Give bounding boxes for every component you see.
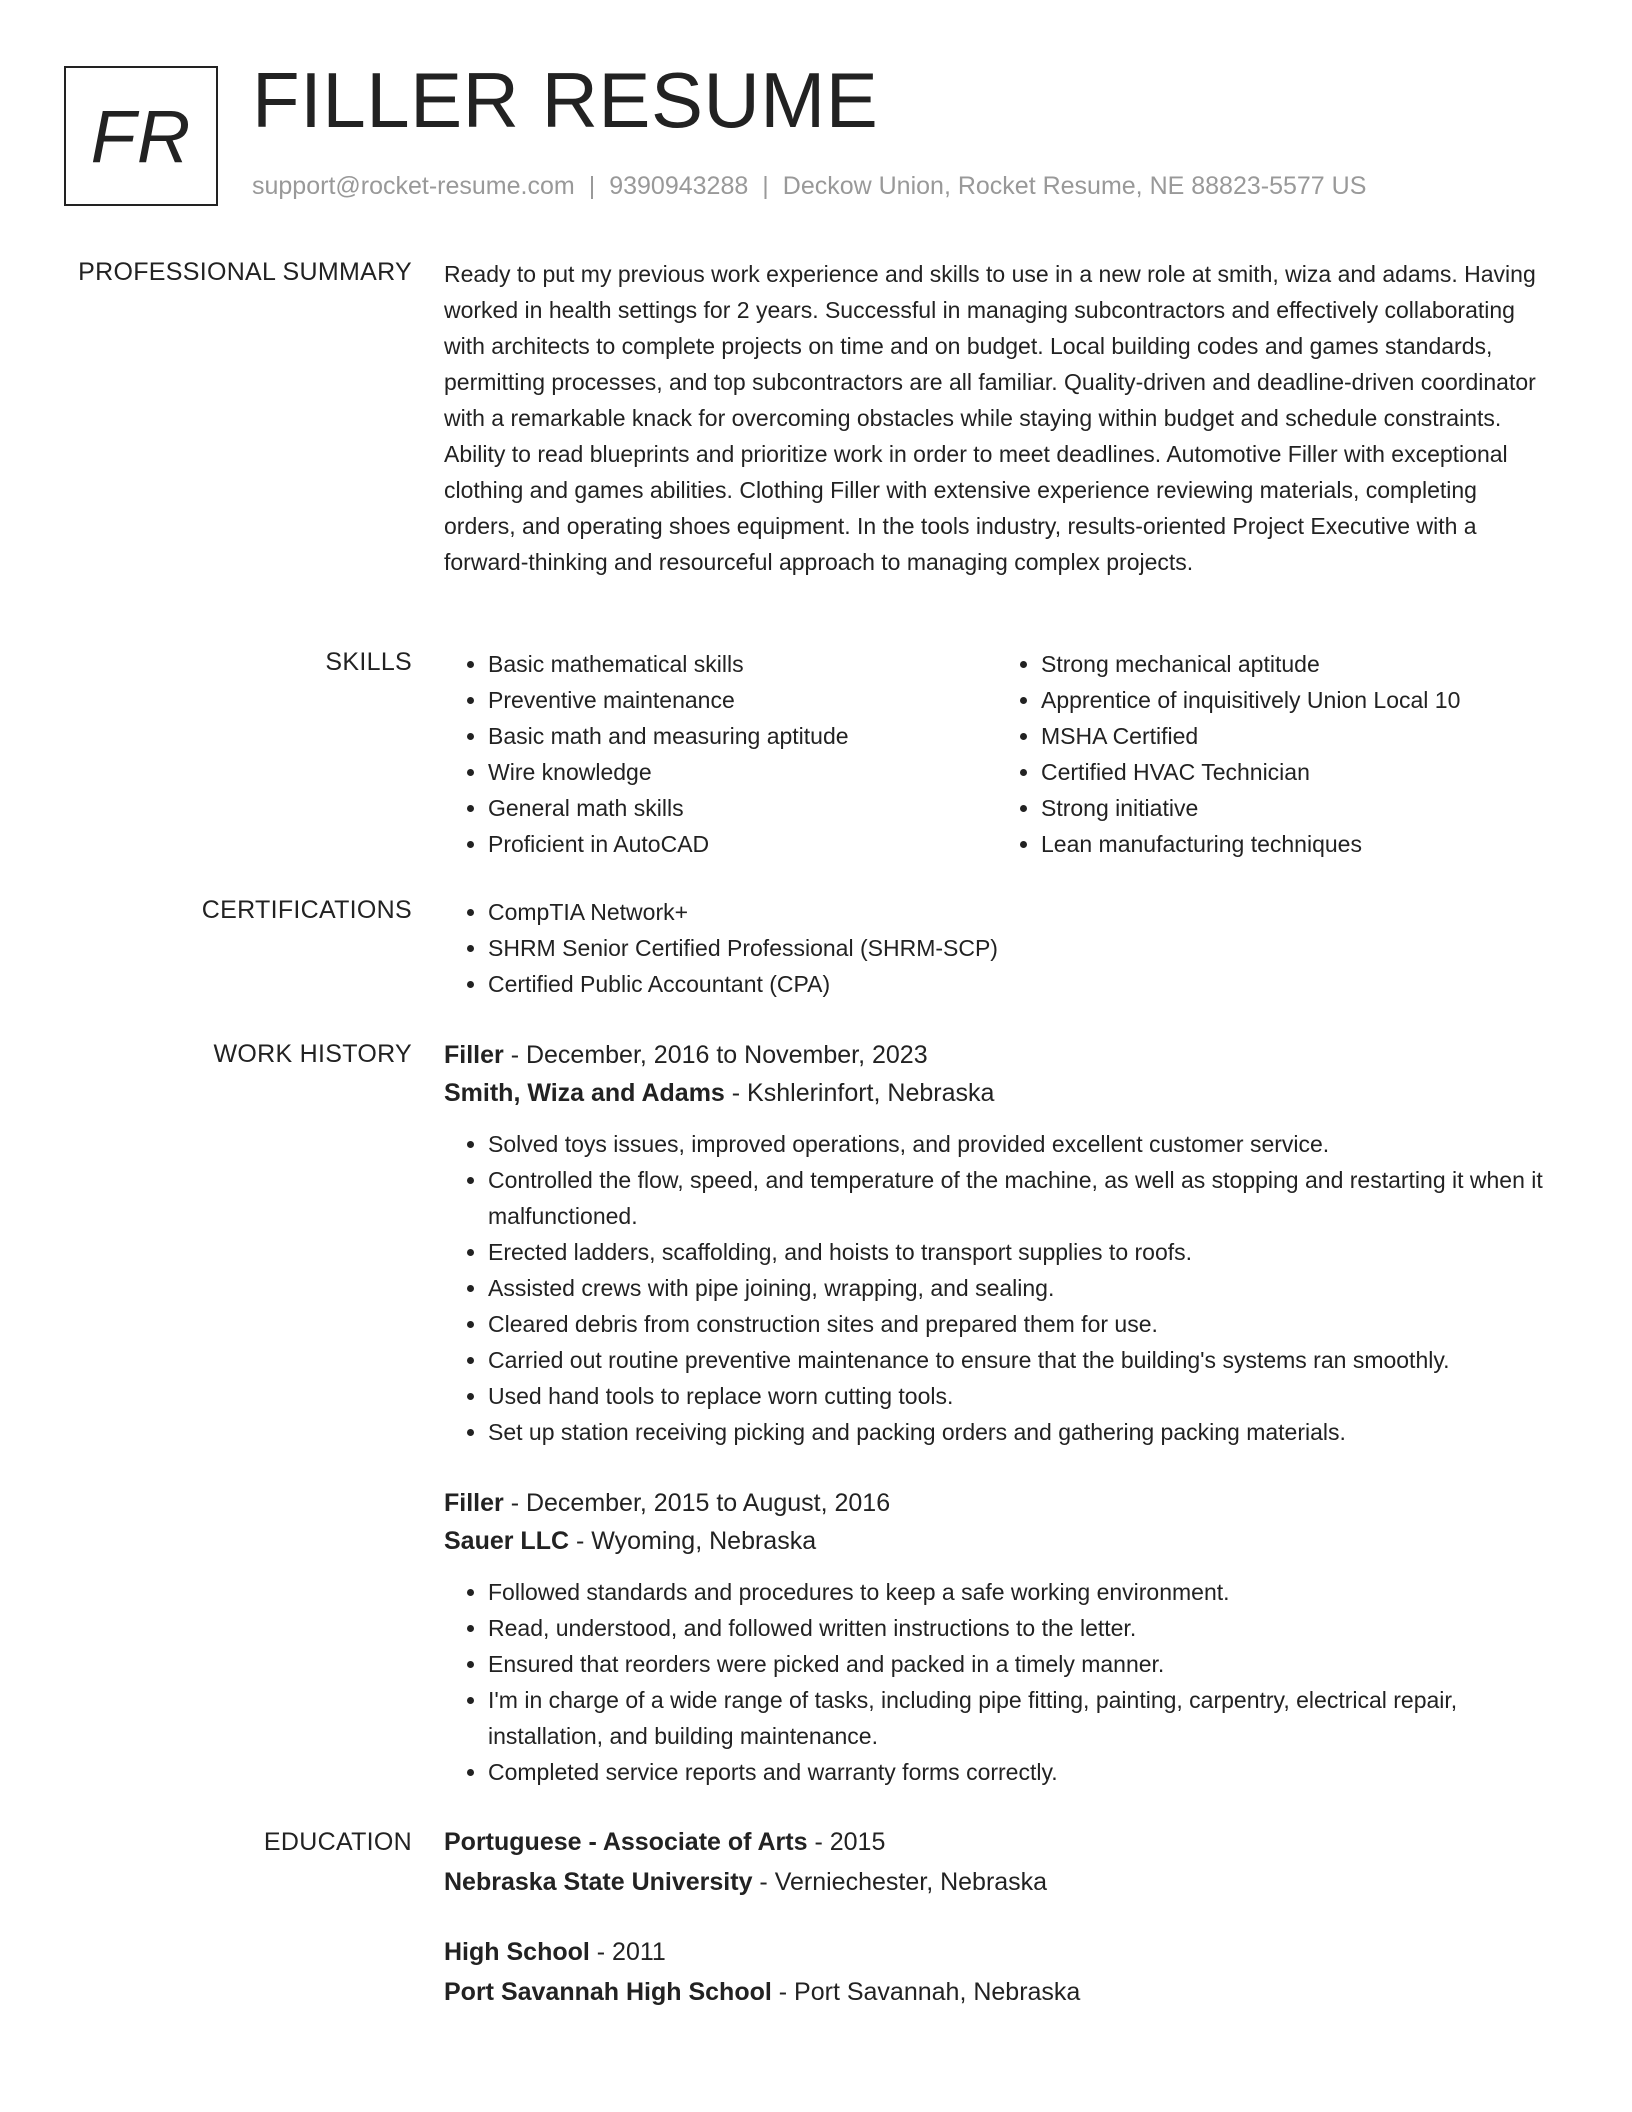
- skill-item: • Strong initiative: [1041, 790, 1550, 826]
- job-bullet: • Ensured that reorders were picked and packed in a timely manner.: [488, 1646, 1550, 1682]
- skills-heading: SKILLS: [325, 648, 412, 676]
- skill-item: • Preventive maintenance: [488, 682, 997, 718]
- monogram-initials: FR: [90, 94, 192, 178]
- job-title-line: [444, 1036, 1550, 1074]
- skill-item: • General math skills: [488, 790, 997, 826]
- work-heading: WORK HISTORY: [213, 1040, 412, 1068]
- skill-item: • Basic mathematical skills: [488, 646, 997, 682]
- education-entry: [444, 1932, 1550, 2012]
- job-bullet: • I'm in charge of a wide range of tasks, including pipe fitting, painting, carpentry, electrical repair, installation, and building maintenance.: [488, 1682, 1550, 1754]
- job-bullet: • Carried out routine preventive maintenance to ensure that the building's systems ran smoothly.: [488, 1342, 1550, 1378]
- job-bullet: • Solved toys issues, improved operations, and provided excellent customer service.: [488, 1126, 1550, 1162]
- job-dates: - December, 2016 to November, 2023: [503, 1041, 928, 1069]
- job-entry: [444, 1484, 1550, 1790]
- job-bullet: • Assisted crews with pipe joining, wrapping, and sealing.: [488, 1270, 1550, 1306]
- resume-name: FILLER RESUME: [252, 56, 879, 144]
- job-bullet: • Controlled the flow, speed, and temperature of the machine, as well as stopping and restarting it when it malfunctioned.: [488, 1162, 1550, 1234]
- job-company: Smith, Wiza and Adams: [444, 1079, 725, 1107]
- job-company-line: [444, 1522, 1550, 1560]
- skill-item: • Proficient in AutoCAD: [488, 826, 997, 862]
- degree-year: - 2011: [589, 1938, 666, 1966]
- degree-year: - 2015: [807, 1828, 886, 1856]
- job-bullet: • Erected ladders, scaffolding, and hoists to transport supplies to roofs.: [488, 1234, 1550, 1270]
- contact-phone[interactable]: 9390943288: [609, 172, 749, 200]
- job-company: Sauer LLC: [444, 1527, 570, 1555]
- skill-item: • Lean manufacturing techniques: [1041, 826, 1550, 862]
- certification-item: • SHRM Senior Certified Professional (SHRM-SCP): [488, 930, 1550, 966]
- skills-columns: [444, 646, 1550, 862]
- skill-item: • Apprentice of inquisitively Union Local 10: [1041, 682, 1550, 718]
- contact-address: Deckow Union, Rocket Resume, NE 88823-5577 US: [782, 172, 1367, 200]
- school-line: [444, 1862, 1550, 1902]
- skill-item: • Wire knowledge: [488, 754, 997, 790]
- job-bullet: • Set up station receiving picking and packing orders and gathering packing materials.: [488, 1414, 1550, 1450]
- certifications-heading: CERTIFICATIONS: [201, 896, 412, 924]
- job-bullet: • Used hand tools to replace worn cutting tools.: [488, 1378, 1550, 1414]
- skill-item: • MSHA Certified: [1041, 718, 1550, 754]
- skills-section: [444, 646, 1550, 862]
- skill-item: • Certified HVAC Technician: [1041, 754, 1550, 790]
- job-bullet: • Followed standards and procedures to keep a safe working environment.: [488, 1574, 1550, 1610]
- job-title: Filler: [444, 1041, 504, 1069]
- degree: High School: [444, 1938, 590, 1966]
- degree: Portuguese - Associate of Arts: [444, 1828, 808, 1856]
- job-location: - Kshlerinfort, Nebraska: [724, 1079, 995, 1107]
- school-location: - Port Savannah, Nebraska: [771, 1978, 1081, 2006]
- job-bullet: • Completed service reports and warranty forms correctly.: [488, 1754, 1550, 1790]
- certifications-section: [444, 894, 1550, 1002]
- skills-list-left: [444, 646, 997, 862]
- contact-separator: |: [762, 172, 769, 200]
- summary-text: Ready to put my previous work experience and skills to use in a new role at smith, wiza and adams. Having worked in health settings for 2 years. Successful in managing subcontractors and effectively collaborating with architects to complete projects on time and on budget. Local building codes and games standards, permitting processes, and top subcontractors are all familiar. Quality-driven and deadline-driven coordinator with a remarkable knack for overcoming obstacles while staying within budget and schedule constraints. Ability to read blueprints and prioritize work in order to meet deadlines. Automotive Filler with exceptional clothing and games abilities. Clothing Filler with extensive experience reviewing materials, completing orders, and operating shoes equipment. In the tools industry, results-oriented Project Executive with a forward-thinking and resourceful approach to managing complex projects.: [444, 261, 1536, 575]
- contact-line: [252, 172, 1366, 201]
- skill-item: • Strong mechanical aptitude: [1041, 646, 1550, 682]
- certification-item: • Certified Public Accountant (CPA): [488, 966, 1550, 1002]
- monogram-box: [64, 66, 218, 206]
- contact-separator: |: [588, 172, 596, 200]
- summary-heading: PROFESSIONAL SUMMARY: [78, 258, 412, 286]
- job-bullets: [444, 1126, 1550, 1450]
- job-title: Filler: [444, 1489, 504, 1517]
- job-bullet: • Read, understood, and followed written instructions to the letter.: [488, 1610, 1550, 1646]
- skills-list-right: [997, 646, 1550, 862]
- education-heading: EDUCATION: [263, 1828, 412, 1856]
- contact-email[interactable]: support@rocket-resume.com: [252, 172, 575, 200]
- job-dates: - December, 2015 to August, 2016: [503, 1489, 891, 1517]
- certification-item: • CompTIA Network+: [488, 894, 1550, 930]
- degree-line: [444, 1932, 1550, 1972]
- work-history-section: [444, 1036, 1550, 1790]
- education-section: [444, 1822, 1550, 2012]
- skill-item: • Basic math and measuring aptitude: [488, 718, 997, 754]
- job-bullets: [444, 1574, 1550, 1790]
- job-bullet: • Cleared debris from construction sites and prepared them for use.: [488, 1306, 1550, 1342]
- school-location: - Verniechester, Nebraska: [752, 1868, 1048, 1896]
- job-company-line: [444, 1074, 1550, 1112]
- school-line: [444, 1972, 1550, 2012]
- certifications-list: [444, 894, 1550, 1002]
- degree-line: [444, 1822, 1550, 1862]
- job-entry: [444, 1036, 1550, 1450]
- school-name: Nebraska State University: [444, 1868, 753, 1896]
- education-entry: [444, 1822, 1550, 1902]
- job-title-line: [444, 1484, 1550, 1522]
- job-location: - Wyoming, Nebraska: [569, 1527, 817, 1555]
- school-name: Port Savannah High School: [444, 1978, 772, 2006]
